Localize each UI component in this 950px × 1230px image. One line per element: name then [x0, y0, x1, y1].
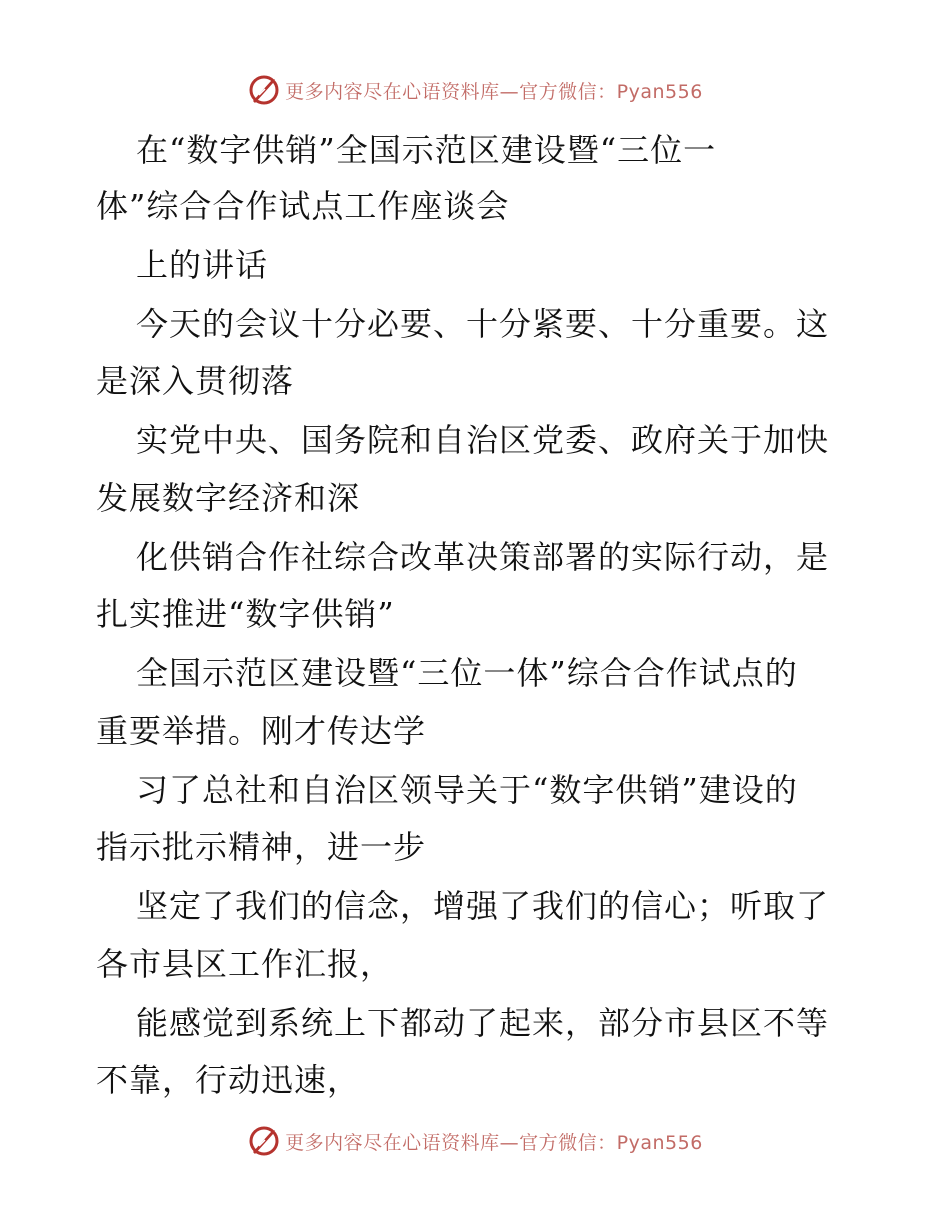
document-title-line-1: 在“数字供销”全国示范区建设暨“三位一	[136, 131, 717, 169]
header-banner-text: 更多内容尽在心语资料库—官方微信：Pyan556	[285, 80, 703, 103]
paragraph-line: 坚定了我们的信念，增强了我们的信心；听取了	[136, 887, 830, 925]
paragraph-line: 发展数字经济和深	[96, 479, 361, 517]
paragraph-line: 能感觉到系统上下都动了起来，部分市县区不等	[136, 1004, 830, 1042]
paragraph-line: 重要举措。刚才传达学	[96, 712, 427, 750]
paragraph-line: 扎实推进“数字供销”	[96, 595, 395, 633]
paragraph-line: 全国示范区建设暨“三位一体”综合合作试点的	[136, 654, 798, 692]
paragraph-line: 不靠，行动迅速，	[96, 1061, 361, 1099]
paragraph-line: 指示批示精神，进一步	[96, 828, 427, 866]
document-title-line-3: 上的讲话	[136, 246, 269, 284]
quill-logo-icon	[247, 1124, 281, 1158]
paragraph-line: 是深入贯彻落	[96, 362, 295, 400]
paragraph-line: 习了总社和自治区领导关于“数字供销”建设的	[136, 771, 798, 809]
paragraph-line: 化供销合作社综合改革决策部署的实际行动，是	[136, 538, 830, 576]
quill-logo-icon	[247, 73, 281, 107]
footer-banner-text: 更多内容尽在心语资料库—官方微信：Pyan556	[285, 1131, 703, 1154]
header-banner	[0, 70, 950, 110]
paragraph-line: 今天的会议十分必要、十分紧要、十分重要。这	[136, 305, 830, 343]
footer-banner	[0, 1121, 950, 1161]
document-title-line-2: 体”综合合作试点工作座谈会	[96, 187, 510, 225]
paragraph-line: 各市县区工作汇报，	[96, 945, 394, 983]
paragraph-line: 实党中央、国务院和自治区党委、政府关于加快	[136, 421, 830, 459]
